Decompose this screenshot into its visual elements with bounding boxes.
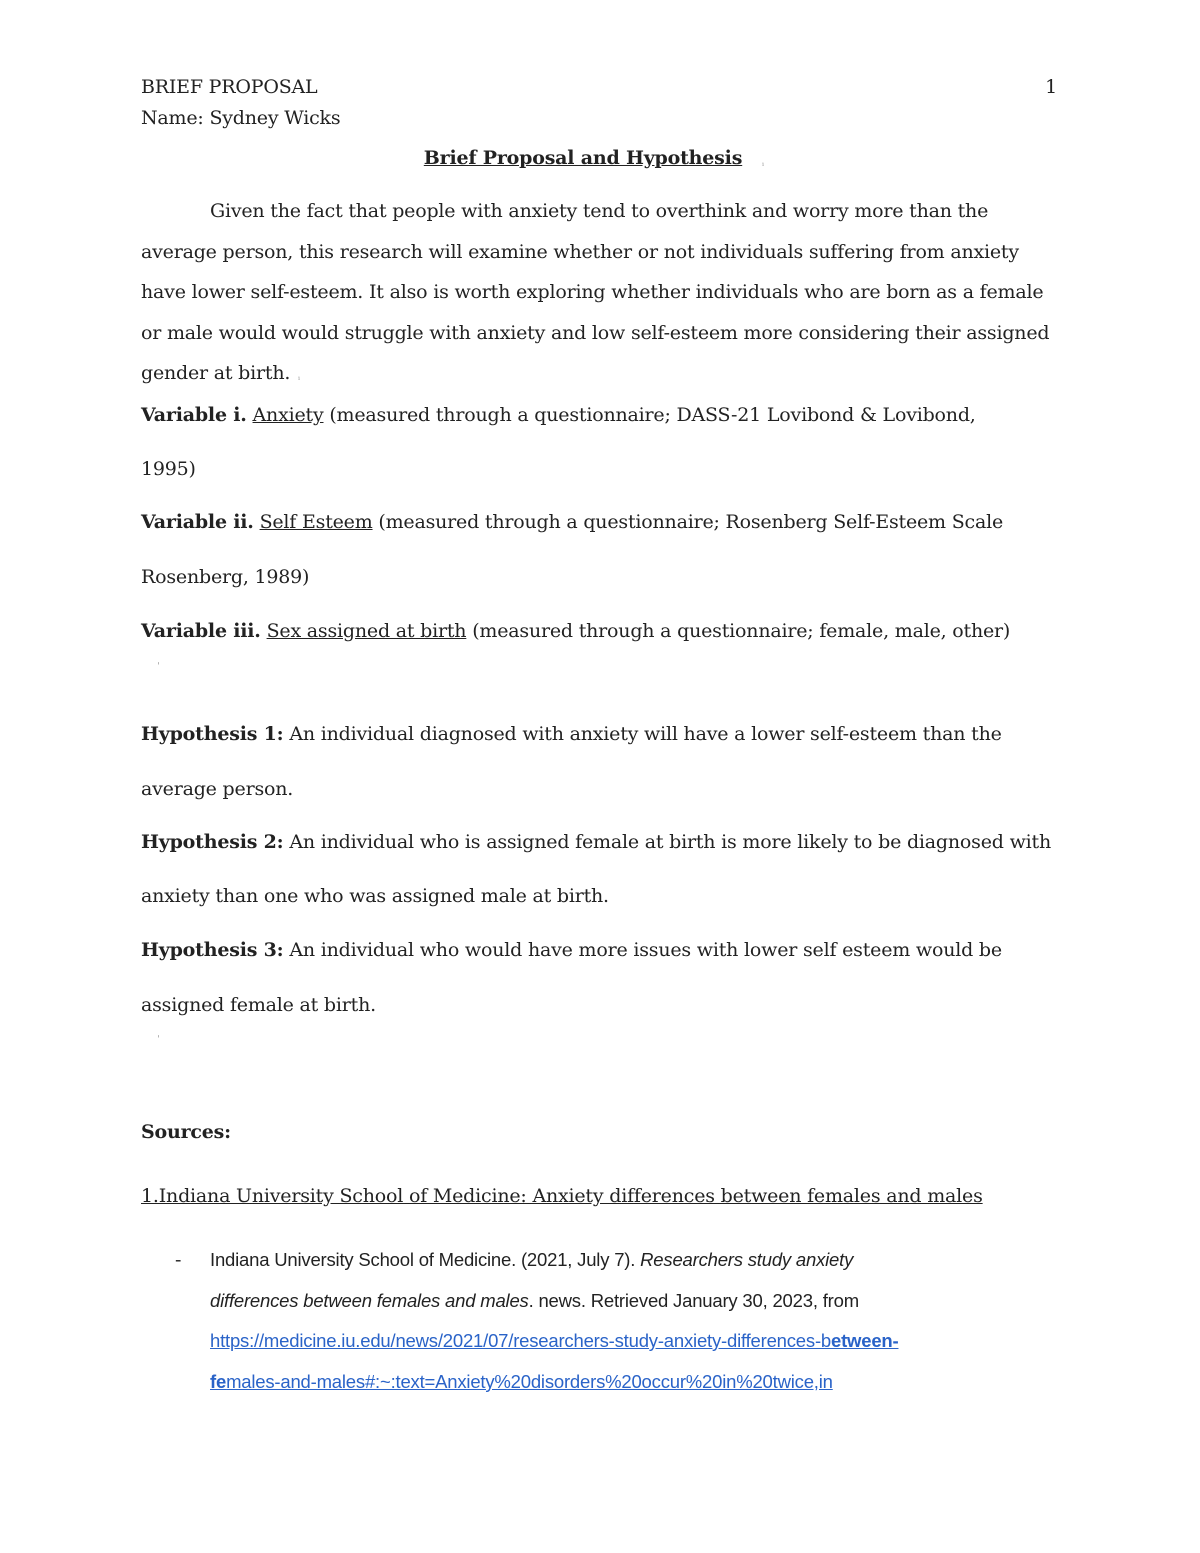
variable-name: Sex assigned at birth <box>266 620 467 642</box>
citation-link-bold[interactable]: fe <box>210 1371 227 1392</box>
comment-marker: ᵢ <box>298 372 301 383</box>
hypothesis-text: An individual who would have more issues with lower self esteem would be <box>289 939 1002 961</box>
citation-title: Researchers study anxiety <box>640 1249 854 1270</box>
citation-link[interactable]: males-and-males#:~:text=Anxiety%20disorders%20occur%20in%20twice,in <box>226 1371 833 1392</box>
variable-description-cont: 1995) <box>141 458 196 480</box>
citation-url[interactable] <box>210 1329 898 1353</box>
citation-url-cont[interactable] <box>210 1370 833 1394</box>
hypothesis-text-cont: average person. <box>141 778 294 800</box>
intro-line: gender at birth. <box>141 362 291 384</box>
intro-line: Given the fact that people with anxiety tend to overthink and worry more than the <box>210 200 989 222</box>
citation-rest: . news. Retrieved January 30, 2023, from <box>528 1290 859 1311</box>
page-title: Brief Proposal and Hypothesis <box>423 147 743 169</box>
author-name: Name: Sydney Wicks <box>141 107 341 129</box>
citation-link-bold[interactable]: etween- <box>831 1330 899 1351</box>
hypothesis-text-cont: anxiety than one who was assigned male at birth. <box>141 885 609 907</box>
variable-label: Variable i. <box>141 404 247 426</box>
comment-marker: ᵢ <box>762 158 765 169</box>
hypothesis-label: Hypothesis 3: <box>141 939 284 961</box>
citation-title-cont: differences between females and males <box>210 1290 529 1311</box>
hypothesis-text: An individual who is assigned female at birth is more likely to be diagnosed with <box>289 831 1051 853</box>
intro-line: average person, this research will examine whether or not individuals suffering from anxiety <box>141 241 1019 263</box>
running-head: BRIEF PROPOSAL <box>141 76 318 98</box>
variable-name: Anxiety <box>252 404 324 426</box>
variable-label: Variable iii. <box>141 620 261 642</box>
citation-author: Indiana University School of Medicine. (2021, July 7). <box>210 1249 641 1270</box>
variable-label: Variable ii. <box>141 511 254 533</box>
variable-description: (measured through a questionnaire; Rosenberg Self-Esteem Scale <box>378 511 1004 533</box>
variable-name: Self Esteem <box>259 511 373 533</box>
variable-description: (measured through a questionnaire; female, male, other) <box>472 620 1011 642</box>
hypothesis-label: Hypothesis 2: <box>141 831 284 853</box>
page-number: 1 <box>1045 76 1057 98</box>
intro-line: have lower self-esteem. It also is worth exploring whether individuals who are born as a female <box>141 281 1044 303</box>
bullet-dash: - <box>175 1249 182 1271</box>
variable-description: (measured through a questionnaire; DASS-21 Lovibond & Lovibond, <box>329 404 976 426</box>
intro-line: or male would would struggle with anxiety and low self-esteem more considering their assigned <box>141 322 1050 344</box>
hypothesis-text: An individual diagnosed with anxiety will have a lower self-esteem than the <box>289 723 1002 745</box>
comment-marker: ˈ <box>157 662 160 673</box>
hypothesis-text-cont: assigned female at birth. <box>141 994 376 1016</box>
source-heading: 1.Indiana University School of Medicine: Anxiety differences between females and males <box>141 1185 983 1207</box>
sources-heading: Sources: <box>141 1121 231 1143</box>
comment-marker: ˈ <box>157 1035 160 1046</box>
citation-link[interactable]: https://medicine.iu.edu/news/2021/07/researchers-study-anxiety-differences-b <box>210 1330 831 1351</box>
variable-description-cont: Rosenberg, 1989) <box>141 566 310 588</box>
hypothesis-label: Hypothesis 1: <box>141 723 284 745</box>
